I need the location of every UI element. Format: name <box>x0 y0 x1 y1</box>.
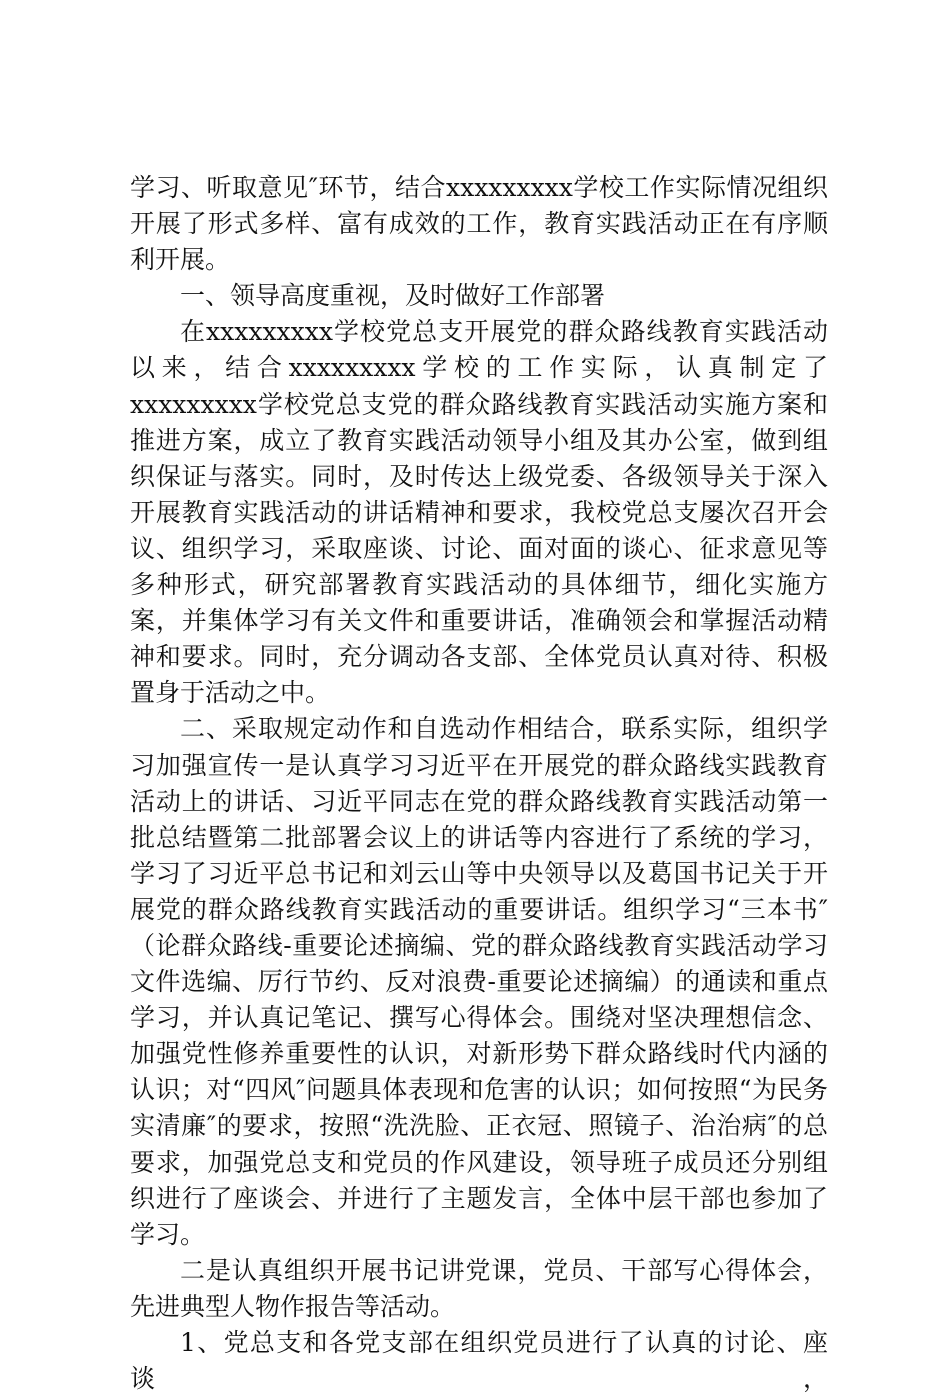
paragraph-party-lectures: 二是认真组织开展书记讲党课，党员、干部写心得体会，先进典型人物作报告等活动。 <box>130 1255 828 1321</box>
paragraph-item-1: 1、党总支和各党支部在组织党员进行了认真的讨论、座谈， <box>130 1328 828 1394</box>
section-heading-1: 一、领导高度重视，及时做好工作部署 <box>180 281 606 311</box>
paragraph-continuation: 学习、听取意见″环节，结合xxxxxxxxx学校工作实际情况组织开展了形式多样、富有成效的工作，教育实践活动正在有序顺利开展。 <box>130 173 828 275</box>
document-page <box>130 170 828 1397</box>
section-heading-2-paragraph: 二、采取规定动作和自选动作相结合，联系实际，组织学习加强宣传一是认真学习习近平在开展党的群众路线实践教育活动上的讲话、习近平同志在党的群众路线教育实践活动第一批总结暨第二批部署会议上的讲话等内容进行了系统的学习，学习了习近平总书记和刘云山等中央领导以及葛国书记关于开展党的群众路线教育实践活动的重要讲话。组织学习“三本书″（论群众路线-重要论述摘编、党的群众路线教育实践活动学习文件选编、厉行节约、反对浪费-重要论述摘编）的通读和重点学习，并认真记笔记、撰写心得体会。围绕对坚决理想信念、加强党性修养重要性的认识，对新形势下群众路线时代内涵的认识；对“四风″问题具体表现和危害的认识；如何按照“为民务实清廉″的要求，按照“洗洗脸、正衣冠、照镜子、治治病″的总要求，加强党总支和党员的作风建设，领导班子成员还分别组织进行了座谈会、并进行了主题发言，全体中层干部也参加了学习。 <box>130 714 828 1249</box>
paragraph-deployment: 在xxxxxxxxx学校党总支开展党的群众路线教育实践活动以来，结合xxxxxxxxx学校的工作实际，认真制定了xxxxxxxxx学校党总支党的群众路线教育实践活动实施方案和推进方案，成立了教育实践活动领导小组及其办公室，做到组织保证与落实。同时，及时传达上级党委、各级领导关于深入开展教育实践活动的讲话精神和要求，我校党总支屡次召开会议、组织学习，采取座谈、讨论、面对面的谈心、征求意见等多种形式，研究部署教育实践活动的具体细节，细化实施方案，并集体学习有关文件和重要讲话，准确领会和掌握活动精神和要求。同时，充分调动各支部、全体党员认真对待、积极置身于活动之中。 <box>130 317 828 708</box>
